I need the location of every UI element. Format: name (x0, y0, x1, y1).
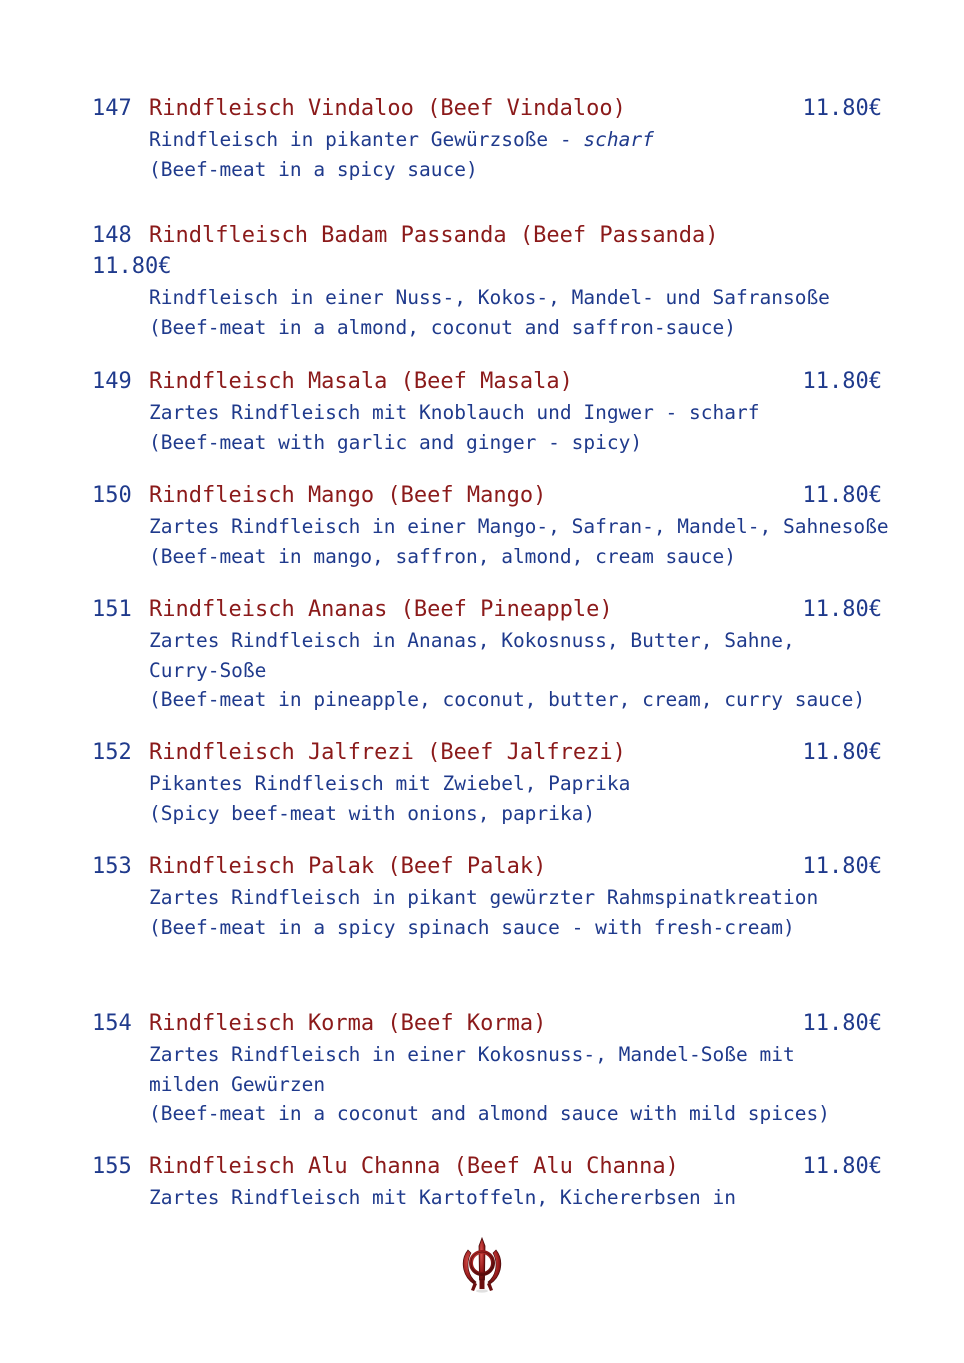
item-price: 11.80€ (802, 483, 882, 508)
item-number: 155 (92, 1154, 132, 1179)
menu-item-title-row (92, 1008, 882, 1040)
item-description-en: (Spicy beef-meat with onions, paprika) (149, 801, 596, 825)
item-name: Rindfleisch Palak (Beef Palak) (149, 854, 547, 879)
item-name: Rindfleisch Masala (Beef Masala) (149, 369, 573, 394)
menu-item-154 (92, 1008, 882, 1129)
menu-item-title-row (92, 594, 882, 626)
item-number: 151 (92, 597, 132, 622)
item-name: Rindfleisch Korma (Beef Korma) (149, 1011, 547, 1036)
item-number: 154 (92, 1011, 132, 1036)
item-price: 11.80€ (802, 1011, 882, 1036)
item-number: 153 (92, 854, 132, 879)
item-description-de-cont: milden Gewürzen (149, 1072, 326, 1096)
menu-item-149 (92, 366, 882, 457)
item-name: Rindlfleisch Badam Passanda (Beef Passanda) (149, 223, 719, 248)
item-description-de (149, 125, 882, 155)
menu-item-title-row (92, 851, 882, 883)
item-price: 11.80€ (802, 597, 882, 622)
item-number: 149 (92, 369, 132, 394)
item-description-en: (Beef-meat in a spicy spinach sauce - with fresh-cream) (149, 915, 795, 939)
khanda-icon (458, 1236, 506, 1294)
item-number: 147 (92, 96, 132, 121)
menu-item-150 (92, 480, 889, 571)
menu-item-title-row (92, 366, 882, 398)
item-name: Rindfleisch Jalfrezi (Beef Jalfrezi) (149, 740, 626, 765)
item-description-en: (Beef-meat with garlic and ginger - spicy) (149, 430, 643, 454)
menu-item-title-row (92, 220, 882, 252)
menu-item-147 (92, 93, 882, 184)
item-price: 11.80€ (802, 96, 882, 121)
item-name: Rindfleisch Ananas (Beef Pineapple) (149, 597, 613, 622)
item-name: Rindfleisch Alu Channa (Beef Alu Channa) (149, 1154, 679, 1179)
item-price: 11.80€ (802, 369, 882, 394)
desc-de-text: Rindfleisch in pikanter Gewürzsoße - (149, 128, 584, 151)
item-number: 150 (92, 483, 132, 508)
menu-item-153 (92, 851, 882, 942)
item-number: 152 (92, 740, 132, 765)
item-description-en: (Beef-meat in a spicy sauce) (149, 157, 478, 181)
item-description-en: (Beef-meat in pineapple, coconut, butter, cream, curry sauce) (149, 688, 866, 711)
item-description-de: Zartes Rindfleisch in einer Kokosnuss-, Mandel-Soße mit (149, 1043, 795, 1066)
item-price: 11.80€ (802, 854, 882, 879)
item-description-de: Pikantes Rindfleisch mit Zwiebel, Paprika (149, 772, 631, 795)
menu-item-title-row (92, 1151, 882, 1183)
item-name: Rindfleisch Vindaloo (Beef Vindaloo) (149, 96, 626, 121)
item-price: 11.80€ (92, 254, 172, 279)
item-price: 11.80€ (802, 740, 882, 765)
item-name: Rindfleisch Mango (Beef Mango) (149, 483, 547, 508)
item-description-de: Rindfleisch in einer Nuss-, Kokos-, Mandel- und Safransoße (149, 286, 830, 309)
menu-item-title-row (92, 480, 882, 512)
item-description-de-cont: Curry-Soße (149, 658, 267, 682)
item-description-de: Zartes Rindfleisch in einer Mango-, Safran-, Mandel-, Sahnesoße (149, 515, 889, 538)
menu-item-152 (92, 737, 882, 828)
menu-item-title-row (92, 93, 882, 125)
menu-item-148 (92, 220, 882, 342)
item-price: 11.80€ (802, 1154, 882, 1179)
menu-item-155 (92, 1151, 882, 1213)
item-description-en: (Beef-meat in a almond, coconut and saffron-sauce) (149, 315, 736, 339)
item-description-de: Zartes Rindfleisch mit Knoblauch und Ingwer - scharf (149, 401, 760, 424)
item-description-de: Zartes Rindfleisch in pikant gewürzter Rahmspinatkreation (149, 886, 819, 909)
menu-item-151 (92, 594, 882, 715)
item-description-de: Zartes Rindfleisch mit Kartoffeln, Kichererbsen in (149, 1186, 736, 1209)
item-description-de: Zartes Rindfleisch in Ananas, Kokosnuss, Butter, Sahne, (149, 629, 795, 652)
item-description-en: (Beef-meat in a coconut and almond sauce with mild spices) (149, 1102, 830, 1125)
item-description-en: (Beef-meat in mango, saffron, almond, cream sauce) (149, 544, 736, 568)
desc-de-emphasis: scharf (583, 128, 654, 151)
menu-item-title-row (92, 737, 882, 769)
item-number: 148 (92, 223, 132, 248)
